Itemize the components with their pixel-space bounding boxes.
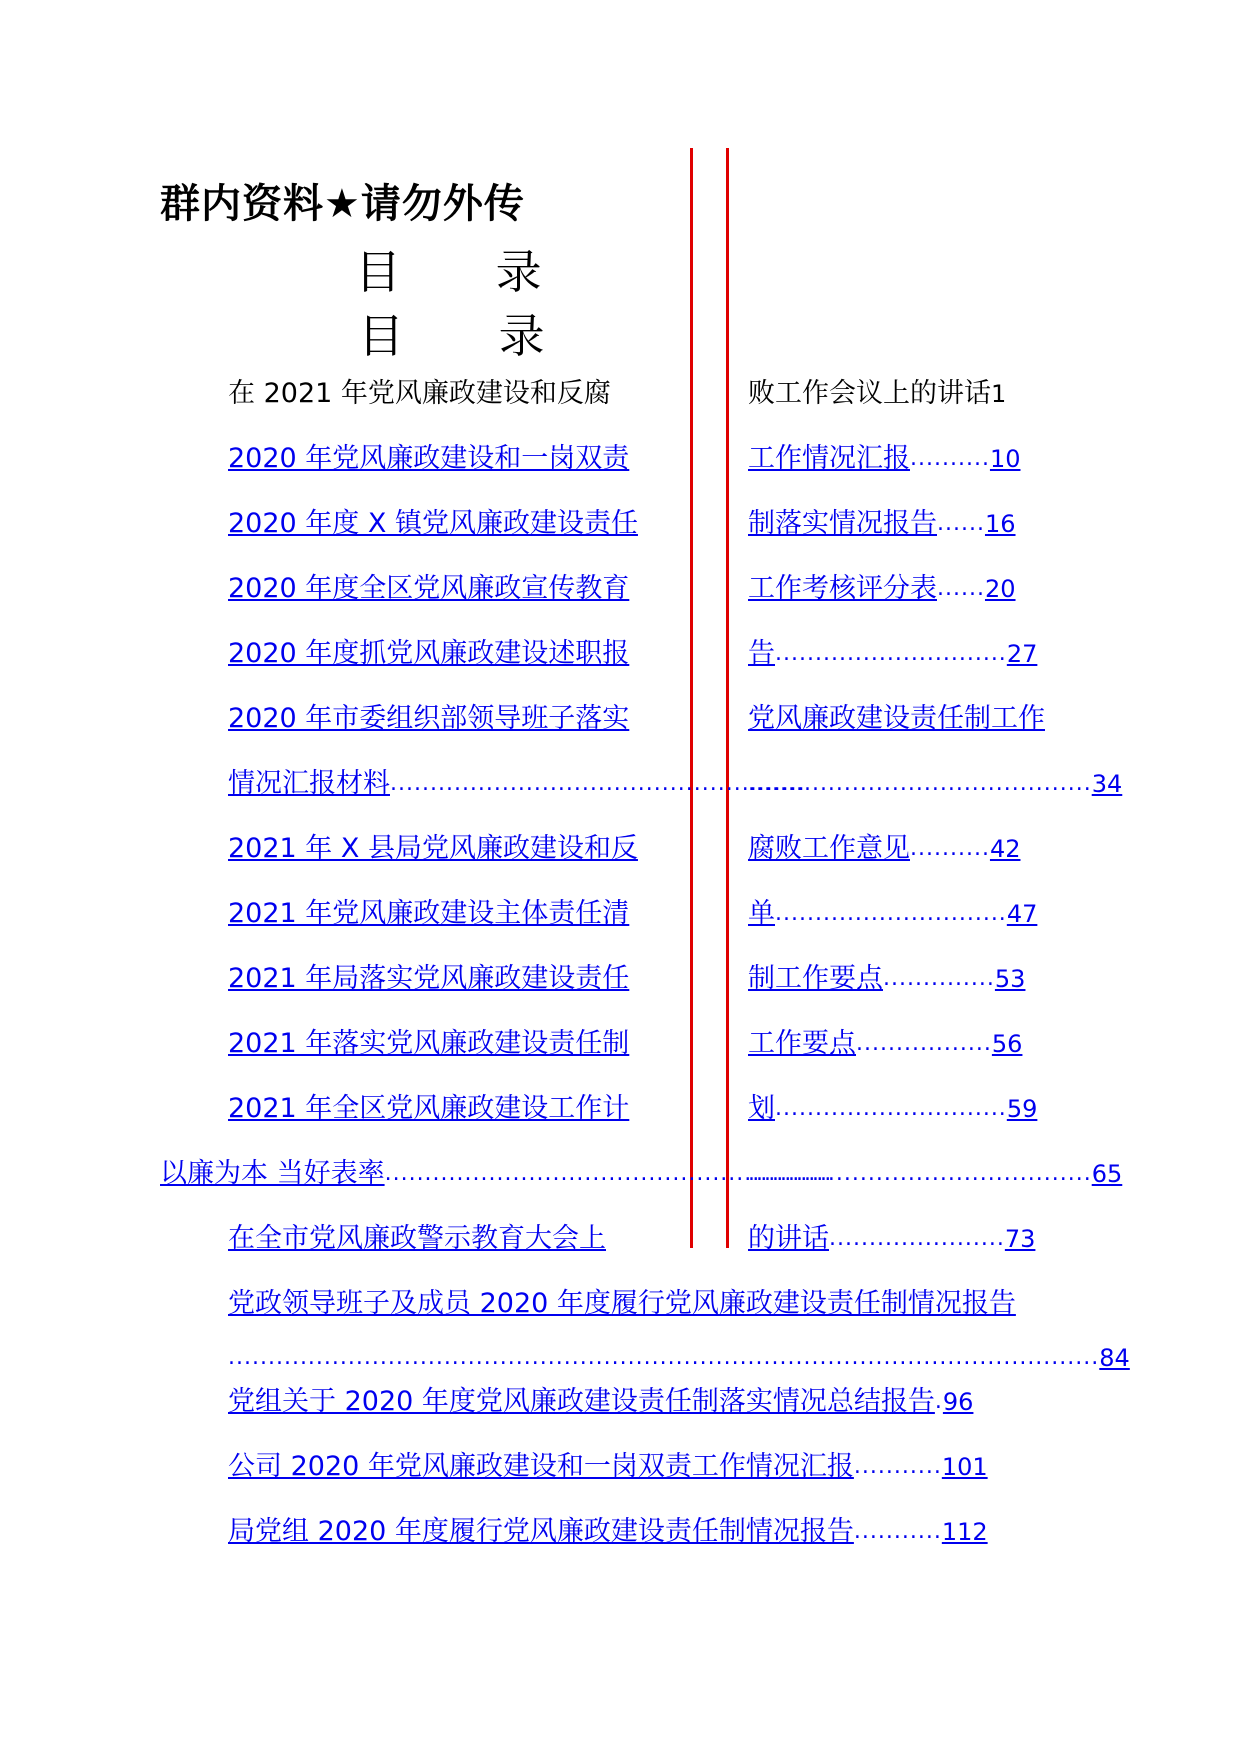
toc-entry-link[interactable]: 情况汇报材料.................................................... bbox=[228, 768, 806, 799]
toc-entry-link-continued[interactable]: .............................................................................................................84 bbox=[228, 1344, 1130, 1372]
toc-entry-link[interactable]: 2021 年全区党风廉政建设工作计 bbox=[228, 1093, 630, 1124]
toc-entry-link[interactable]: 2020 年党风廉政建设和一岗双责 bbox=[228, 443, 630, 474]
toc-entry-full[interactable] bbox=[228, 1447, 1128, 1487]
toc-entry-link-continued[interactable]: ...........................................34 bbox=[748, 770, 1123, 798]
toc-entry-title-left: 在 2021 年党风廉政建设和反腐 bbox=[228, 378, 611, 409]
toc-entry-page: 47 bbox=[1006, 900, 1038, 928]
toc-entry[interactable] bbox=[0, 569, 1240, 609]
banner-notice: 群内资料★请勿外传 bbox=[160, 181, 525, 227]
toc-entry-page: 112 bbox=[941, 1518, 988, 1546]
toc-entry-link-continued[interactable]: 腐败工作意见..........42 bbox=[748, 833, 1021, 864]
toc-entry-page: 34 bbox=[1091, 770, 1123, 798]
toc-entry-link-continued[interactable]: 工作情况汇报..........10 bbox=[748, 443, 1021, 474]
toc-entry-page: 65 bbox=[1091, 1160, 1123, 1188]
toc-entry-page: 42 bbox=[989, 835, 1021, 863]
toc-title: 目 录 bbox=[355, 245, 582, 299]
toc-entry-link[interactable]: 公司 2020 年党风廉政建设和一岗双责工作情况汇报...........101 bbox=[228, 1451, 988, 1482]
toc-entry-full[interactable] bbox=[228, 1512, 1128, 1552]
toc-entry-page: 96 bbox=[942, 1388, 974, 1416]
toc-entry-link[interactable]: 以廉为本 当好表率........................................................ bbox=[160, 1158, 833, 1189]
toc-entry-link-continued[interactable]: 党风廉政建设责任制工作 bbox=[748, 703, 1045, 734]
toc-entry[interactable] bbox=[0, 439, 1240, 479]
toc-entry-link[interactable]: 2020 年度抓党风廉政建设述职报 bbox=[228, 638, 630, 669]
toc-entry-page: 59 bbox=[1006, 1095, 1038, 1123]
toc-entry[interactable] bbox=[0, 959, 1240, 999]
toc-entry-link[interactable]: 2020 年度 X 镇党风廉政建设责任 bbox=[228, 508, 638, 539]
toc-entry-link[interactable]: 党政领导班子及成员 2020 年度履行党风廉政建设责任制情况报告 bbox=[228, 1288, 1016, 1319]
toc-entry-full[interactable] bbox=[228, 1382, 1128, 1422]
toc-entry-link-continued[interactable]: 划.............................59 bbox=[748, 1093, 1038, 1124]
toc-entry-link[interactable]: 2021 年党风廉政建设主体责任清 bbox=[228, 898, 630, 929]
toc-entry[interactable] bbox=[0, 634, 1240, 674]
toc-entry-link[interactable]: 2021 年落实党风廉政建设责任制 bbox=[228, 1028, 630, 1059]
toc-entry-link-continued[interactable]: 工作要点.................56 bbox=[748, 1028, 1023, 1059]
toc-entry[interactable] bbox=[0, 1024, 1240, 1064]
toc-entry-link[interactable]: 局党组 2020 年度履行党风廉政建设责任制情况报告...........112 bbox=[228, 1516, 988, 1547]
toc-entry-page: 1 bbox=[991, 380, 1007, 408]
toc-entry[interactable] bbox=[0, 1219, 1240, 1259]
toc-entry[interactable] bbox=[0, 699, 1240, 739]
toc-entry-page: 10 bbox=[989, 445, 1021, 473]
toc-entry-page: 27 bbox=[1006, 640, 1038, 668]
toc-title-duplicate: 目 录 bbox=[358, 309, 585, 363]
toc-entry-title-right: 败工作会议上的讲话1 bbox=[748, 378, 1007, 409]
toc-entry-link[interactable]: 2021 年局落实党风廉政建设责任 bbox=[228, 963, 630, 994]
toc-entry-link-continued[interactable]: 的讲话......................73 bbox=[748, 1223, 1036, 1254]
toc-entry[interactable] bbox=[0, 764, 1240, 804]
toc-entry[interactable] bbox=[0, 1089, 1240, 1129]
toc-entry[interactable] bbox=[0, 504, 1240, 544]
toc-entry-page: 53 bbox=[994, 965, 1026, 993]
toc-entry-page: 20 bbox=[984, 575, 1016, 603]
toc-entry-full[interactable] bbox=[228, 1284, 1128, 1324]
toc-entry-page: 101 bbox=[941, 1453, 988, 1481]
toc-entry bbox=[0, 374, 1240, 414]
toc-entry[interactable] bbox=[0, 1154, 1240, 1194]
toc-entry-page: 84 bbox=[1099, 1344, 1130, 1372]
toc-entry-link-continued[interactable]: 制工作要点..............53 bbox=[748, 963, 1026, 994]
toc-entry-link-continued[interactable]: 制落实情况报告......16 bbox=[748, 508, 1016, 539]
toc-entry-page: 16 bbox=[984, 510, 1016, 538]
toc-entry-page: 73 bbox=[1004, 1225, 1036, 1253]
toc-entry-page: 56 bbox=[991, 1030, 1023, 1058]
toc-entry-link-continued[interactable]: 工作考核评分表......20 bbox=[748, 573, 1016, 604]
toc-entry[interactable] bbox=[0, 894, 1240, 934]
toc-entry-link[interactable]: 2020 年市委组织部领导班子落实 bbox=[228, 703, 630, 734]
toc-entry-full-leader[interactable] bbox=[228, 1338, 1130, 1378]
red-divider-line bbox=[690, 148, 693, 1248]
toc-entry-link[interactable]: 2021 年 X 县局党风廉政建设和反 bbox=[228, 833, 638, 864]
toc-entry-link[interactable]: 党组关于 2020 年度党风廉政建设责任制落实情况总结报告.96 bbox=[228, 1386, 974, 1417]
toc-entry-link[interactable]: 2020 年度全区党风廉政宣传教育 bbox=[228, 573, 630, 604]
toc-entry-link-continued[interactable]: 单.............................47 bbox=[748, 898, 1038, 929]
toc-entry-link-continued[interactable]: ...........................................65 bbox=[748, 1160, 1123, 1188]
toc-entry[interactable] bbox=[0, 829, 1240, 869]
toc-entry-link-continued[interactable]: 告.............................27 bbox=[748, 638, 1038, 669]
red-divider-line bbox=[726, 148, 729, 1248]
toc-entry-link[interactable]: 在全市党风廉政警示教育大会上 bbox=[228, 1223, 606, 1254]
